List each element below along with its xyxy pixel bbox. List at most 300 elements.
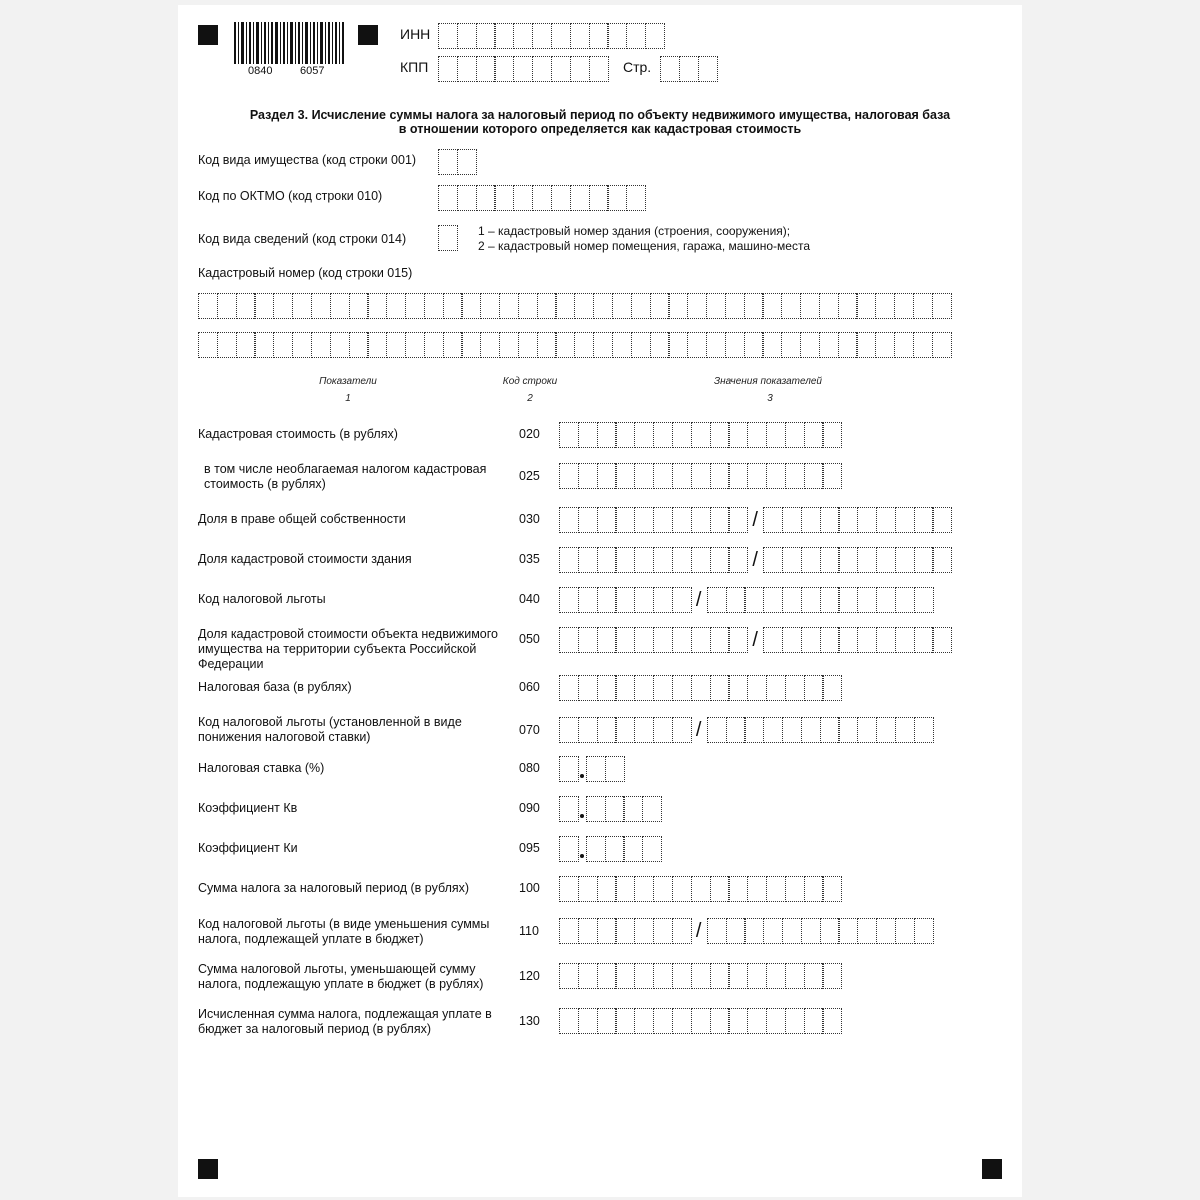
- input-cell[interactable]: [876, 547, 896, 573]
- input-cell[interactable]: [597, 876, 617, 902]
- input-cell[interactable]: [559, 717, 579, 743]
- input-cell[interactable]: [607, 185, 627, 211]
- input-cell[interactable]: [763, 717, 783, 743]
- input-cell[interactable]: [822, 422, 842, 448]
- input-cell[interactable]: [820, 507, 840, 533]
- input-cell[interactable]: [819, 332, 839, 358]
- input-cell[interactable]: [691, 1008, 711, 1034]
- input-cell[interactable]: [781, 332, 801, 358]
- input-cell[interactable]: [875, 332, 895, 358]
- input-cell[interactable]: [642, 796, 662, 822]
- input-cell[interactable]: [634, 463, 654, 489]
- input-cell[interactable]: [570, 56, 590, 82]
- input-cell[interactable]: [612, 293, 632, 319]
- input-cell[interactable]: [438, 225, 458, 251]
- input-cell[interactable]: [559, 587, 579, 613]
- input-cell[interactable]: [801, 507, 821, 533]
- input-cell[interactable]: [311, 293, 331, 319]
- input-cell[interactable]: [518, 293, 538, 319]
- input-cell[interactable]: [597, 422, 617, 448]
- input-cell[interactable]: [476, 23, 496, 49]
- input-cell[interactable]: [217, 332, 237, 358]
- input-cell[interactable]: [605, 756, 625, 782]
- input-cell[interactable]: [857, 918, 877, 944]
- input-cell[interactable]: [838, 587, 858, 613]
- input-cell[interactable]: [578, 717, 598, 743]
- input-cell[interactable]: [747, 1008, 767, 1034]
- input-cell[interactable]: [559, 547, 579, 573]
- input-cell[interactable]: [857, 507, 877, 533]
- input-cell[interactable]: [763, 507, 783, 533]
- input-cell[interactable]: [728, 675, 748, 701]
- input-cell[interactable]: [480, 332, 500, 358]
- input-cell[interactable]: [691, 463, 711, 489]
- input-cell[interactable]: [838, 507, 858, 533]
- input-cell[interactable]: [691, 547, 711, 573]
- input-cell[interactable]: [559, 675, 579, 701]
- input-cell[interactable]: [785, 963, 805, 989]
- input-cell[interactable]: [875, 293, 895, 319]
- input-cell[interactable]: [634, 675, 654, 701]
- input-cell[interactable]: [653, 675, 673, 701]
- input-cell[interactable]: [424, 293, 444, 319]
- input-cell[interactable]: [744, 293, 764, 319]
- input-cell[interactable]: [895, 627, 915, 653]
- input-cell[interactable]: [589, 23, 609, 49]
- input-cell[interactable]: [707, 587, 727, 613]
- input-cell[interactable]: [461, 293, 481, 319]
- input-cell[interactable]: [762, 293, 782, 319]
- input-cell[interactable]: [932, 547, 952, 573]
- input-cell[interactable]: [672, 1008, 692, 1034]
- input-cell[interactable]: [785, 422, 805, 448]
- input-cell[interactable]: [668, 332, 688, 358]
- input-cell[interactable]: [615, 1008, 635, 1034]
- input-cell[interactable]: [292, 332, 312, 358]
- input-cell[interactable]: [801, 918, 821, 944]
- input-cell[interactable]: [650, 332, 670, 358]
- input-cell[interactable]: [820, 918, 840, 944]
- input-cell[interactable]: [710, 876, 730, 902]
- input-cell[interactable]: [710, 675, 730, 701]
- input-cell[interactable]: [623, 796, 643, 822]
- input-cell[interactable]: [672, 717, 692, 743]
- input-cell[interactable]: [615, 675, 635, 701]
- input-cell[interactable]: [634, 1008, 654, 1034]
- row-040-field[interactable]: [559, 587, 932, 613]
- row-090-field[interactable]: [559, 796, 661, 822]
- input-cell[interactable]: [494, 185, 514, 211]
- input-cell[interactable]: [438, 185, 458, 211]
- input-cell[interactable]: [800, 332, 820, 358]
- input-cell[interactable]: [728, 627, 748, 653]
- input-cell[interactable]: [330, 293, 350, 319]
- input-cell[interactable]: [615, 507, 635, 533]
- input-cell[interactable]: [914, 507, 934, 533]
- input-cell[interactable]: [578, 422, 598, 448]
- input-cell[interactable]: [691, 627, 711, 653]
- input-cell[interactable]: [597, 1008, 617, 1034]
- input-cell[interactable]: [804, 422, 824, 448]
- input-cell[interactable]: [838, 332, 858, 358]
- input-cell[interactable]: [895, 717, 915, 743]
- input-cell[interactable]: [653, 717, 673, 743]
- input-cell[interactable]: [597, 675, 617, 701]
- input-cell[interactable]: [763, 918, 783, 944]
- input-cell[interactable]: [198, 332, 218, 358]
- input-cell[interactable]: [766, 463, 786, 489]
- input-cell[interactable]: [634, 547, 654, 573]
- input-cell[interactable]: [457, 23, 477, 49]
- input-cell[interactable]: [710, 547, 730, 573]
- row-110-field[interactable]: [559, 918, 932, 944]
- input-cell[interactable]: [626, 185, 646, 211]
- input-cell[interactable]: [710, 422, 730, 448]
- input-cell[interactable]: [857, 717, 877, 743]
- input-cell[interactable]: [691, 507, 711, 533]
- row-060-field[interactable]: [559, 675, 841, 701]
- input-cell[interactable]: [457, 149, 477, 175]
- input-cell[interactable]: [710, 1008, 730, 1034]
- input-cell[interactable]: [597, 547, 617, 573]
- input-cell[interactable]: [672, 918, 692, 944]
- input-cell[interactable]: [518, 332, 538, 358]
- input-cell[interactable]: [822, 675, 842, 701]
- input-cell[interactable]: [838, 717, 858, 743]
- row-035-field[interactable]: [559, 547, 951, 573]
- input-cell[interactable]: [578, 507, 598, 533]
- input-cell[interactable]: [707, 717, 727, 743]
- input-cell[interactable]: [597, 918, 617, 944]
- input-cell[interactable]: [574, 332, 594, 358]
- row-100-field[interactable]: [559, 876, 841, 902]
- input-cell[interactable]: [494, 23, 514, 49]
- input-cell[interactable]: [687, 332, 707, 358]
- input-cell[interactable]: [876, 627, 896, 653]
- input-cell[interactable]: [254, 293, 274, 319]
- input-cell[interactable]: [801, 717, 821, 743]
- input-cell[interactable]: [766, 675, 786, 701]
- input-cell[interactable]: [822, 876, 842, 902]
- input-cell[interactable]: [728, 422, 748, 448]
- input-cell[interactable]: [763, 547, 783, 573]
- input-cell[interactable]: [744, 587, 764, 613]
- oktmo-field[interactable]: [438, 185, 645, 211]
- input-cell[interactable]: [672, 507, 692, 533]
- input-cell[interactable]: [551, 56, 571, 82]
- input-cell[interactable]: [726, 918, 746, 944]
- input-cell[interactable]: [349, 293, 369, 319]
- input-cell[interactable]: [551, 185, 571, 211]
- input-cell[interactable]: [800, 293, 820, 319]
- input-cell[interactable]: [574, 293, 594, 319]
- cadastral-number-field-line2[interactable]: [198, 332, 951, 358]
- input-cell[interactable]: [932, 627, 952, 653]
- input-cell[interactable]: [747, 876, 767, 902]
- input-cell[interactable]: [672, 463, 692, 489]
- input-cell[interactable]: [710, 963, 730, 989]
- input-cell[interactable]: [480, 293, 500, 319]
- input-cell[interactable]: [932, 332, 952, 358]
- row-020-field[interactable]: [559, 422, 841, 448]
- input-cell[interactable]: [586, 836, 606, 862]
- input-cell[interactable]: [254, 332, 274, 358]
- row-120-field[interactable]: [559, 963, 841, 989]
- input-cell[interactable]: [804, 675, 824, 701]
- input-cell[interactable]: [499, 332, 519, 358]
- input-cell[interactable]: [785, 463, 805, 489]
- input-cell[interactable]: [785, 1008, 805, 1034]
- input-cell[interactable]: [679, 56, 699, 82]
- input-cell[interactable]: [668, 293, 688, 319]
- input-cell[interactable]: [589, 56, 609, 82]
- input-cell[interactable]: [537, 332, 557, 358]
- input-cell[interactable]: [476, 56, 496, 82]
- input-cell[interactable]: [653, 587, 673, 613]
- input-cell[interactable]: [631, 332, 651, 358]
- input-cell[interactable]: [607, 23, 627, 49]
- input-cell[interactable]: [438, 149, 458, 175]
- cadastral-number-field-line1[interactable]: [198, 293, 951, 319]
- input-cell[interactable]: [555, 293, 575, 319]
- input-cell[interactable]: [728, 1008, 748, 1034]
- input-cell[interactable]: [634, 717, 654, 743]
- input-cell[interactable]: [706, 332, 726, 358]
- input-cell[interactable]: [634, 876, 654, 902]
- info-code-field[interactable]: [438, 225, 457, 251]
- input-cell[interactable]: [634, 918, 654, 944]
- input-cell[interactable]: [559, 876, 579, 902]
- input-cell[interactable]: [782, 547, 802, 573]
- input-cell[interactable]: [914, 717, 934, 743]
- input-cell[interactable]: [822, 463, 842, 489]
- input-cell[interactable]: [710, 463, 730, 489]
- input-cell[interactable]: [513, 23, 533, 49]
- input-cell[interactable]: [785, 675, 805, 701]
- input-cell[interactable]: [820, 627, 840, 653]
- input-cell[interactable]: [586, 796, 606, 822]
- input-cell[interactable]: [626, 23, 646, 49]
- input-cell[interactable]: [615, 547, 635, 573]
- input-cell[interactable]: [744, 918, 764, 944]
- row-095-field[interactable]: [559, 836, 661, 862]
- input-cell[interactable]: [820, 587, 840, 613]
- page-number-field[interactable]: [660, 56, 716, 82]
- input-cell[interactable]: [559, 963, 579, 989]
- input-cell[interactable]: [597, 587, 617, 613]
- input-cell[interactable]: [672, 627, 692, 653]
- input-cell[interactable]: [650, 293, 670, 319]
- input-cell[interactable]: [615, 422, 635, 448]
- input-cell[interactable]: [726, 717, 746, 743]
- input-cell[interactable]: [405, 293, 425, 319]
- input-cell[interactable]: [438, 23, 458, 49]
- input-cell[interactable]: [559, 836, 579, 862]
- input-cell[interactable]: [766, 876, 786, 902]
- input-cell[interactable]: [728, 463, 748, 489]
- input-cell[interactable]: [914, 547, 934, 573]
- inn-field[interactable]: [438, 23, 664, 49]
- input-cell[interactable]: [559, 1008, 579, 1034]
- input-cell[interactable]: [597, 627, 617, 653]
- input-cell[interactable]: [615, 627, 635, 653]
- input-cell[interactable]: [876, 507, 896, 533]
- input-cell[interactable]: [876, 587, 896, 613]
- input-cell[interactable]: [822, 1008, 842, 1034]
- input-cell[interactable]: [747, 422, 767, 448]
- input-cell[interactable]: [691, 675, 711, 701]
- input-cell[interactable]: [766, 1008, 786, 1034]
- input-cell[interactable]: [895, 918, 915, 944]
- input-cell[interactable]: [728, 547, 748, 573]
- input-cell[interactable]: [593, 293, 613, 319]
- input-cell[interactable]: [782, 918, 802, 944]
- input-cell[interactable]: [605, 796, 625, 822]
- input-cell[interactable]: [691, 422, 711, 448]
- input-cell[interactable]: [634, 587, 654, 613]
- input-cell[interactable]: [513, 185, 533, 211]
- input-cell[interactable]: [820, 547, 840, 573]
- input-cell[interactable]: [782, 627, 802, 653]
- input-cell[interactable]: [691, 876, 711, 902]
- input-cell[interactable]: [804, 1008, 824, 1034]
- input-cell[interactable]: [653, 918, 673, 944]
- input-cell[interactable]: [559, 918, 579, 944]
- input-cell[interactable]: [367, 332, 387, 358]
- input-cell[interactable]: [782, 507, 802, 533]
- input-cell[interactable]: [710, 627, 730, 653]
- input-cell[interactable]: [623, 836, 643, 862]
- input-cell[interactable]: [198, 293, 218, 319]
- input-cell[interactable]: [781, 293, 801, 319]
- input-cell[interactable]: [578, 547, 598, 573]
- input-cell[interactable]: [645, 23, 665, 49]
- input-cell[interactable]: [838, 627, 858, 653]
- input-cell[interactable]: [461, 332, 481, 358]
- input-cell[interactable]: [405, 332, 425, 358]
- input-cell[interactable]: [672, 876, 692, 902]
- row-025-field[interactable]: [559, 463, 841, 489]
- input-cell[interactable]: [747, 463, 767, 489]
- input-cell[interactable]: [895, 507, 915, 533]
- input-cell[interactable]: [457, 185, 477, 211]
- input-cell[interactable]: [822, 963, 842, 989]
- input-cell[interactable]: [653, 876, 673, 902]
- input-cell[interactable]: [443, 293, 463, 319]
- row-080-field[interactable]: [559, 756, 623, 782]
- input-cell[interactable]: [687, 293, 707, 319]
- input-cell[interactable]: [672, 547, 692, 573]
- input-cell[interactable]: [578, 876, 598, 902]
- input-cell[interactable]: [857, 547, 877, 573]
- input-cell[interactable]: [273, 293, 293, 319]
- input-cell[interactable]: [763, 587, 783, 613]
- input-cell[interactable]: [612, 332, 632, 358]
- input-cell[interactable]: [660, 56, 680, 82]
- input-cell[interactable]: [762, 332, 782, 358]
- input-cell[interactable]: [766, 963, 786, 989]
- input-cell[interactable]: [895, 587, 915, 613]
- input-cell[interactable]: [653, 463, 673, 489]
- input-cell[interactable]: [236, 293, 256, 319]
- input-cell[interactable]: [804, 463, 824, 489]
- input-cell[interactable]: [728, 876, 748, 902]
- input-cell[interactable]: [330, 332, 350, 358]
- input-cell[interactable]: [856, 332, 876, 358]
- input-cell[interactable]: [559, 463, 579, 489]
- row-130-field[interactable]: [559, 1008, 841, 1034]
- input-cell[interactable]: [292, 293, 312, 319]
- input-cell[interactable]: [744, 332, 764, 358]
- input-cell[interactable]: [634, 627, 654, 653]
- input-cell[interactable]: [672, 963, 692, 989]
- input-cell[interactable]: [634, 507, 654, 533]
- input-cell[interactable]: [672, 587, 692, 613]
- input-cell[interactable]: [443, 332, 463, 358]
- input-cell[interactable]: [710, 507, 730, 533]
- input-cell[interactable]: [615, 463, 635, 489]
- input-cell[interactable]: [532, 23, 552, 49]
- kpp-field[interactable]: [438, 56, 607, 82]
- input-cell[interactable]: [706, 293, 726, 319]
- input-cell[interactable]: [217, 293, 237, 319]
- input-cell[interactable]: [593, 332, 613, 358]
- input-cell[interactable]: [642, 836, 662, 862]
- input-cell[interactable]: [476, 185, 496, 211]
- input-cell[interactable]: [857, 627, 877, 653]
- row-070-field[interactable]: [559, 717, 932, 743]
- input-cell[interactable]: [386, 332, 406, 358]
- input-cell[interactable]: [838, 918, 858, 944]
- input-cell[interactable]: [349, 332, 369, 358]
- row-050-field[interactable]: [559, 627, 951, 653]
- input-cell[interactable]: [615, 918, 635, 944]
- input-cell[interactable]: [653, 627, 673, 653]
- input-cell[interactable]: [913, 332, 933, 358]
- input-cell[interactable]: [634, 963, 654, 989]
- input-cell[interactable]: [631, 293, 651, 319]
- input-cell[interactable]: [725, 293, 745, 319]
- input-cell[interactable]: [801, 547, 821, 573]
- input-cell[interactable]: [932, 293, 952, 319]
- input-cell[interactable]: [744, 717, 764, 743]
- input-cell[interactable]: [728, 963, 748, 989]
- input-cell[interactable]: [766, 422, 786, 448]
- input-cell[interactable]: [672, 422, 692, 448]
- input-cell[interactable]: [804, 963, 824, 989]
- input-cell[interactable]: [894, 332, 914, 358]
- input-cell[interactable]: [532, 56, 552, 82]
- input-cell[interactable]: [597, 717, 617, 743]
- input-cell[interactable]: [634, 422, 654, 448]
- input-cell[interactable]: [615, 587, 635, 613]
- input-cell[interactable]: [653, 547, 673, 573]
- input-cell[interactable]: [438, 56, 458, 82]
- input-cell[interactable]: [819, 293, 839, 319]
- input-cell[interactable]: [578, 1008, 598, 1034]
- input-cell[interactable]: [914, 627, 934, 653]
- input-cell[interactable]: [273, 332, 293, 358]
- input-cell[interactable]: [653, 422, 673, 448]
- input-cell[interactable]: [559, 422, 579, 448]
- input-cell[interactable]: [747, 963, 767, 989]
- input-cell[interactable]: [578, 587, 598, 613]
- input-cell[interactable]: [747, 675, 767, 701]
- input-cell[interactable]: [551, 23, 571, 49]
- input-cell[interactable]: [820, 717, 840, 743]
- input-cell[interactable]: [386, 293, 406, 319]
- input-cell[interactable]: [578, 675, 598, 701]
